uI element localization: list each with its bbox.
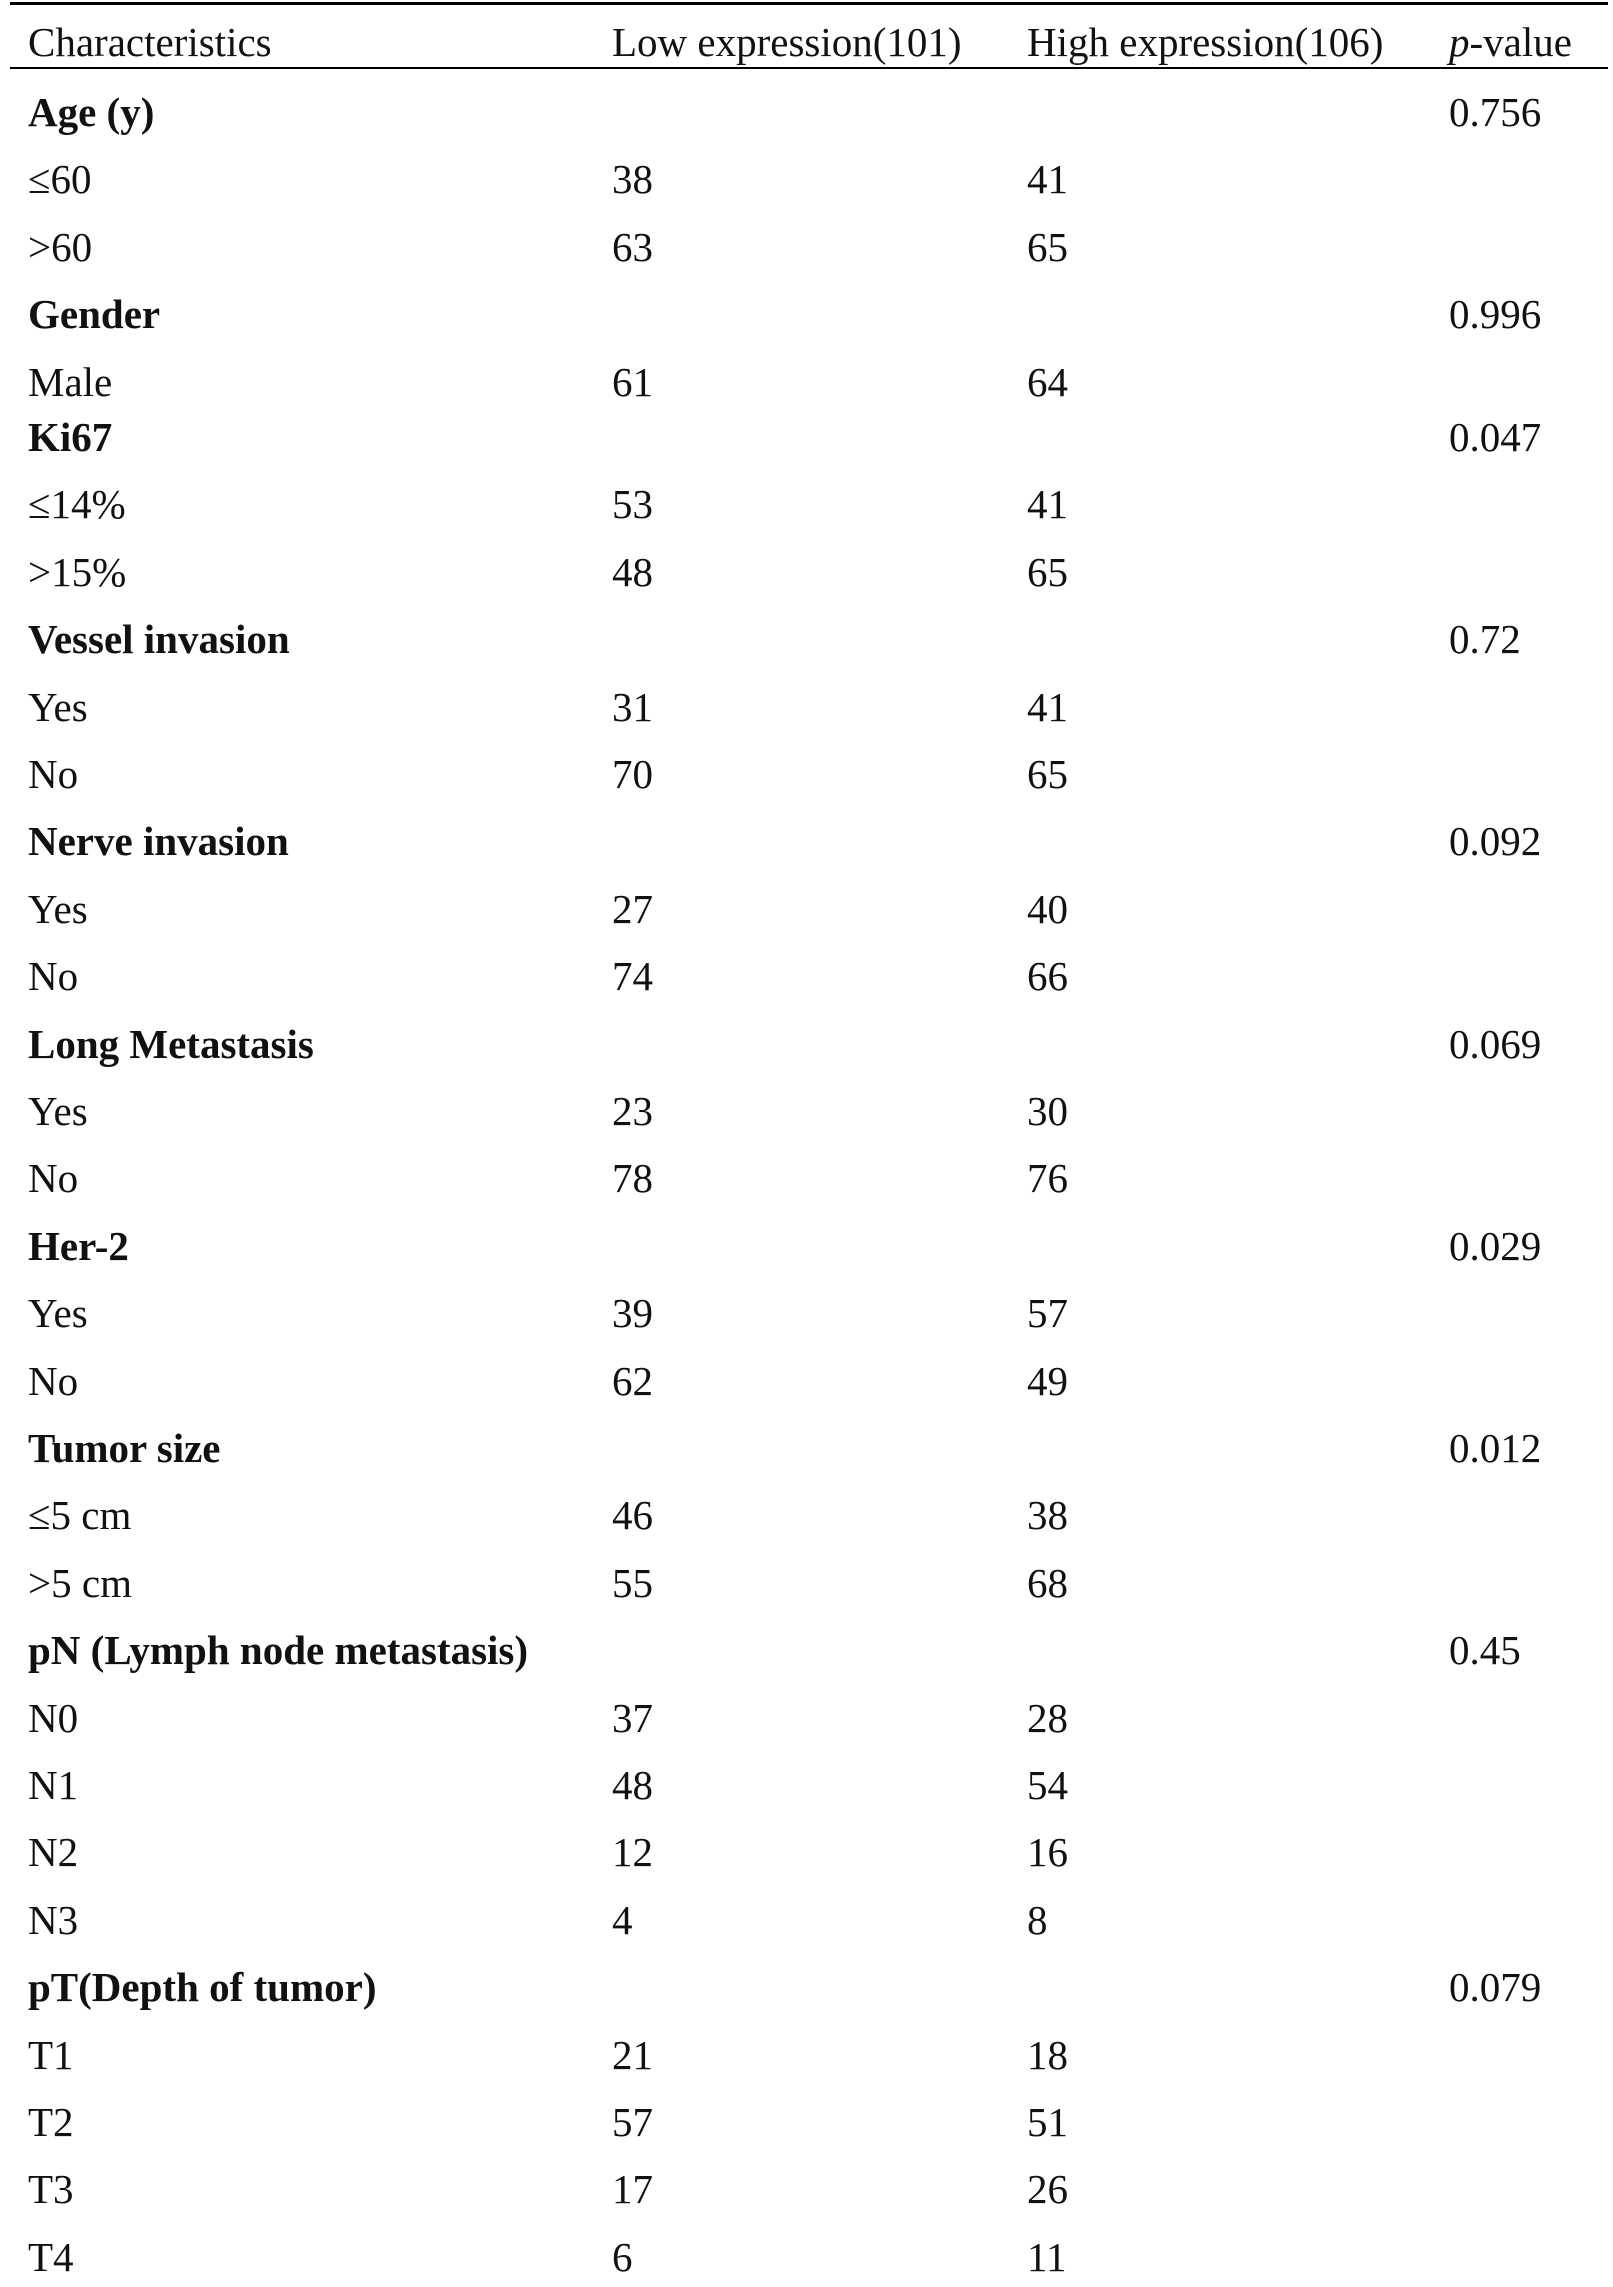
- table-row: [0, 1822, 1613, 1882]
- row-label: No: [28, 1155, 79, 1201]
- p-value: 0.079: [1449, 1964, 1542, 2010]
- table-row: [0, 474, 1613, 534]
- high-expression-value: 38: [1027, 1492, 1068, 1538]
- category-row: [0, 1216, 1613, 1276]
- table-row: [0, 946, 1613, 1006]
- low-expression-value: 63: [612, 224, 653, 270]
- category-label: Gender: [28, 291, 161, 337]
- table-row: [0, 1351, 1613, 1411]
- high-expression-value: 76: [1027, 1155, 1068, 1201]
- row-label: >5 cm: [28, 1560, 132, 1606]
- table-row: [0, 542, 1613, 602]
- header-p-value: [1449, 12, 1572, 72]
- row-label: No: [28, 1358, 79, 1404]
- header-low-expression: Low expression(101): [612, 19, 962, 65]
- high-expression-value: 11: [1027, 2234, 1067, 2280]
- row-label: T4: [28, 2234, 74, 2280]
- category-label: pN (Lymph node metastasis): [28, 1627, 529, 1673]
- row-label: ≤60: [28, 156, 92, 202]
- category-label: Age (y): [28, 89, 155, 135]
- low-expression-value: 12: [612, 1829, 653, 1875]
- category-row: [0, 1418, 1613, 1478]
- row-label: Yes: [28, 886, 88, 932]
- table-row: [0, 744, 1613, 804]
- p-value: 0.45: [1449, 1627, 1521, 1673]
- low-expression-value: 38: [612, 156, 653, 202]
- low-expression-value: 53: [612, 481, 653, 527]
- low-expression-value: 62: [612, 1358, 653, 1404]
- low-expression-value: 37: [612, 1695, 653, 1741]
- high-expression-value: 40: [1027, 886, 1068, 932]
- row-label: N3: [28, 1897, 79, 1943]
- table-header-rule: [10, 67, 1608, 69]
- low-expression-value: 31: [612, 684, 653, 730]
- low-expression-value: 17: [612, 2166, 653, 2212]
- high-expression-value: 41: [1027, 684, 1068, 730]
- table-row: [0, 217, 1613, 277]
- table-row: [0, 1755, 1613, 1815]
- table-row: [0, 677, 1613, 737]
- table-row: [0, 1553, 1613, 1613]
- p-value: 0.047: [1449, 414, 1542, 460]
- category-label: Nerve invasion: [28, 818, 289, 864]
- high-expression-value: 49: [1027, 1358, 1068, 1404]
- category-row: [0, 284, 1613, 344]
- high-expression-value: 65: [1027, 549, 1068, 595]
- row-label: >15%: [28, 549, 127, 595]
- category-row: [0, 407, 1613, 467]
- high-expression-value: 26: [1027, 2166, 1068, 2212]
- low-expression-value: 4: [612, 1897, 633, 1943]
- high-expression-value: 64: [1027, 359, 1068, 405]
- table-row: [0, 2227, 1613, 2287]
- low-expression-value: 46: [612, 1492, 653, 1538]
- high-expression-value: 16: [1027, 1829, 1068, 1875]
- high-expression-value: 28: [1027, 1695, 1068, 1741]
- high-expression-value: 57: [1027, 1290, 1068, 1336]
- row-label: ≤5 cm: [28, 1492, 132, 1538]
- category-row: [0, 811, 1613, 871]
- low-expression-value: 55: [612, 1560, 653, 1606]
- category-label: Tumor size: [28, 1425, 221, 1471]
- high-expression-value: 66: [1027, 953, 1068, 999]
- low-expression-value: 6: [612, 2234, 633, 2280]
- p-value: 0.72: [1449, 616, 1521, 662]
- low-expression-value: 74: [612, 953, 653, 999]
- p-value: 0.029: [1449, 1223, 1542, 1269]
- p-value: 0.069: [1449, 1021, 1542, 1067]
- high-expression-value: 30: [1027, 1088, 1068, 1134]
- high-expression-value: 41: [1027, 156, 1068, 202]
- category-label: pT(Depth of tumor): [28, 1964, 377, 2010]
- row-label: T3: [28, 2166, 74, 2212]
- category-label: Vessel invasion: [28, 616, 290, 662]
- p-value: 0.012: [1449, 1425, 1542, 1471]
- row-label: T2: [28, 2099, 74, 2145]
- high-expression-value: 65: [1027, 224, 1068, 270]
- category-row: [0, 1620, 1613, 1680]
- table-row: [0, 1688, 1613, 1748]
- table-header-row: [0, 12, 1613, 72]
- row-label: N1: [28, 1762, 79, 1808]
- header-high-expression: High expression(106): [1027, 19, 1384, 65]
- p-value: 0.996: [1449, 291, 1542, 337]
- table-row: [0, 2092, 1613, 2152]
- row-label: No: [28, 953, 79, 999]
- low-expression-value: 27: [612, 886, 653, 932]
- low-expression-value: 48: [612, 1762, 653, 1808]
- table-row: [0, 879, 1613, 939]
- table-top-rule: [10, 2, 1608, 5]
- category-row: [0, 609, 1613, 669]
- row-label: T1: [28, 2032, 74, 2078]
- table-row: [0, 1148, 1613, 1208]
- category-label: Ki67: [28, 414, 113, 460]
- row-label: ≤14%: [28, 481, 126, 527]
- row-label: N2: [28, 1829, 79, 1875]
- low-expression-value: 70: [612, 751, 653, 797]
- low-expression-value: 57: [612, 2099, 653, 2145]
- table-row: [0, 352, 1613, 412]
- category-row: [0, 1014, 1613, 1074]
- low-expression-value: 48: [612, 549, 653, 595]
- high-expression-value: 18: [1027, 2032, 1068, 2078]
- high-expression-value: 65: [1027, 751, 1068, 797]
- header-characteristics: Characteristics: [28, 19, 272, 65]
- row-label: Yes: [28, 684, 88, 730]
- high-expression-value: 54: [1027, 1762, 1068, 1808]
- table-row: [0, 149, 1613, 209]
- row-label: Yes: [28, 1088, 88, 1134]
- table-row: [0, 1081, 1613, 1141]
- table-row: [0, 1890, 1613, 1950]
- row-label: Yes: [28, 1290, 88, 1336]
- low-expression-value: 61: [612, 359, 653, 405]
- category-row: [0, 1957, 1613, 2017]
- row-label: Male: [28, 359, 113, 405]
- low-expression-value: 78: [612, 1155, 653, 1201]
- high-expression-value: 41: [1027, 481, 1068, 527]
- high-expression-value: 68: [1027, 1560, 1068, 1606]
- high-expression-value: 51: [1027, 2099, 1068, 2145]
- row-label: >60: [28, 224, 93, 270]
- low-expression-value: 39: [612, 1290, 653, 1336]
- row-label: N0: [28, 1695, 79, 1741]
- row-label: No: [28, 751, 79, 797]
- high-expression-value: 8: [1027, 1897, 1048, 1943]
- table-row: [0, 2159, 1613, 2219]
- table-row: [0, 1485, 1613, 1545]
- low-expression-value: 21: [612, 2032, 653, 2078]
- category-label: Her-2: [28, 1223, 129, 1269]
- category-row: [0, 82, 1613, 142]
- table-row: [0, 2025, 1613, 2085]
- table-row: [0, 1283, 1613, 1343]
- p-value: 0.092: [1449, 818, 1542, 864]
- category-label: Long Metastasis: [28, 1021, 314, 1067]
- header-p-suffix: -value: [1469, 19, 1572, 65]
- p-value: 0.756: [1449, 89, 1542, 135]
- header-p-italic: p: [1449, 19, 1470, 65]
- low-expression-value: 23: [612, 1088, 653, 1134]
